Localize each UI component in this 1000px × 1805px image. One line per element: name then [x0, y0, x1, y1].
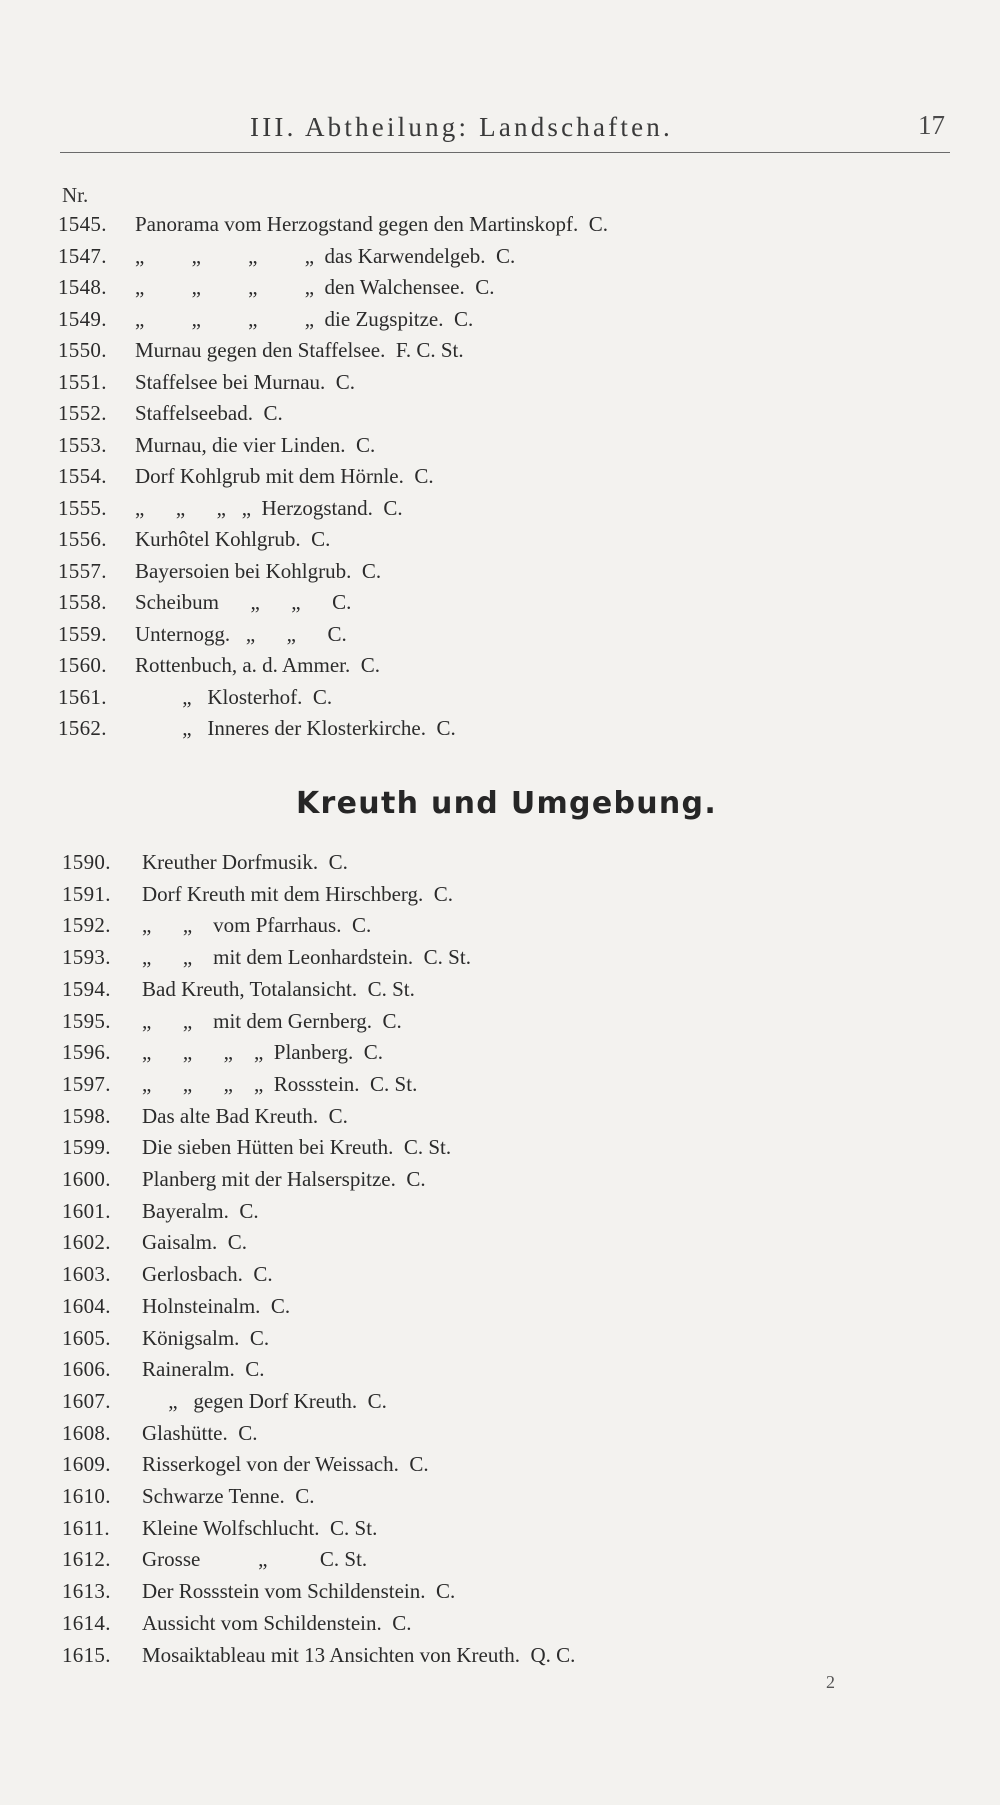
- entry-number: 1558.: [58, 590, 107, 614]
- entry-number: 1547.: [58, 243, 107, 268]
- list-item: [62, 1357, 962, 1387]
- entry-title: „ Inneres der Klosterkirche. C.: [135, 716, 456, 740]
- entry-number: 1597.: [62, 1071, 111, 1096]
- list-item: [58, 401, 958, 431]
- entry-number: 1592.: [62, 913, 111, 938]
- list-item: [58, 212, 958, 242]
- entry-number: 1548.: [58, 275, 107, 299]
- entry-number: 1595.: [62, 1008, 111, 1033]
- entry-number: 1602.: [62, 1230, 111, 1255]
- list-item: [62, 1326, 962, 1356]
- entry-number: 1596.: [62, 1040, 111, 1065]
- list-item: [62, 1199, 962, 1229]
- entry-title: Staffelseebad. C.: [135, 401, 283, 425]
- entry-number: 1603.: [62, 1262, 111, 1287]
- list-item: [62, 1421, 962, 1451]
- entry-title: „ Klosterhof. C.: [135, 684, 333, 709]
- list-item: [62, 882, 962, 912]
- list-item: [62, 1484, 962, 1514]
- entry-title: Die sieben Hütten bei Kreuth. C. St.: [142, 1135, 452, 1160]
- list-item: [62, 1579, 962, 1609]
- entry-number: 1593.: [62, 945, 111, 970]
- list-item: [62, 1547, 962, 1577]
- entry-title: Grosse „ C. St.: [142, 1547, 368, 1572]
- entry-title: Aussicht vom Schildenstein. C.: [142, 1610, 412, 1635]
- entry-number: 1612.: [62, 1547, 111, 1572]
- entry-number: 1559.: [58, 621, 107, 646]
- entry-number: 1555.: [58, 495, 107, 520]
- entry-title: Bad Kreuth, Totalansicht. C. St.: [142, 976, 415, 1001]
- list-item: [58, 685, 958, 715]
- entry-number: 1600.: [62, 1167, 111, 1191]
- header-rule: [60, 152, 950, 153]
- entry-title: Gaisalm. C.: [142, 1230, 247, 1255]
- entry-title: „ „ „ „ den Walchensee. C.: [135, 275, 495, 299]
- column-label: Nr.: [62, 183, 89, 207]
- entry-title: „ „ „ „ Rossstein. C. St.: [142, 1071, 418, 1096]
- entry-title: Schwarze Tenne. C.: [142, 1484, 315, 1508]
- list-item: [58, 590, 958, 620]
- section-heading: Kreuth und Umgebung.: [296, 786, 718, 821]
- list-item: [62, 1389, 962, 1419]
- entry-title: Königsalm. C.: [142, 1325, 270, 1350]
- list-item: [58, 338, 958, 368]
- entry-title: Planberg mit der Halserspitze. C.: [142, 1167, 426, 1191]
- entry-title: Mosaiktableau mit 13 Ansichten von Kreuth. Q. C.: [142, 1642, 576, 1667]
- list-item: [58, 464, 958, 494]
- entry-title: Scheibum „ „ C.: [135, 590, 352, 614]
- entry-title: „ „ vom Pfarrhaus. C.: [142, 913, 372, 938]
- list-item: [62, 977, 962, 1007]
- list-item: [62, 1294, 962, 1324]
- list-item: [62, 1643, 962, 1673]
- entry-number: 1591.: [62, 881, 111, 906]
- entry-title: Kleine Wolfschlucht. C. St.: [142, 1515, 378, 1540]
- list-item: [58, 244, 958, 274]
- entry-number: 1605.: [62, 1325, 111, 1350]
- entry-title: Bayersoien bei Kohlgrub. C.: [135, 558, 382, 583]
- entry-title: Gerlosbach. C.: [142, 1262, 273, 1287]
- entry-number: 1608.: [62, 1420, 111, 1445]
- entry-number: 1562.: [58, 716, 107, 740]
- list-item: [62, 1040, 962, 1070]
- entry-number: 1610.: [62, 1484, 111, 1508]
- entry-title: Panorama vom Herzogstand gegen den Martinskopf. C.: [135, 212, 608, 236]
- list-item: [58, 622, 958, 652]
- list-item: [58, 433, 958, 463]
- running-head: III. Abtheilung: Landschaften.: [250, 112, 673, 142]
- list-item: [62, 1516, 962, 1546]
- list-item: [62, 1452, 962, 1482]
- entry-number: 1554.: [58, 464, 107, 488]
- entry-title: Bayeralm. C.: [142, 1198, 259, 1223]
- signature-mark: 2: [826, 1672, 835, 1692]
- list-item: [58, 370, 958, 400]
- entry-title: „ gegen Dorf Kreuth. C.: [142, 1388, 387, 1413]
- entry-title: „ „ „ „ das Karwendelgeb. C.: [135, 243, 516, 268]
- entry-number: 1551.: [58, 369, 107, 394]
- list-item: [58, 496, 958, 526]
- entry-title: Glashütte. C.: [142, 1420, 258, 1445]
- list-item: [58, 653, 958, 683]
- list-item: [62, 1262, 962, 1292]
- entry-number: 1557.: [58, 558, 107, 583]
- entry-number: 1552.: [58, 401, 107, 425]
- entry-title: „ „ mit dem Gernberg. C.: [142, 1008, 402, 1033]
- entry-title: Dorf Kohlgrub mit dem Hörnle. C.: [135, 464, 434, 488]
- entry-title: Holnsteinalm. C.: [142, 1293, 291, 1318]
- entry-number: 1613.: [62, 1579, 111, 1604]
- entry-title: Kreuther Dorfmusik. C.: [142, 850, 348, 874]
- entry-number: 1609.: [62, 1452, 111, 1477]
- entry-title: Rottenbuch, a. d. Ammer. C.: [135, 653, 380, 677]
- entry-number: 1545.: [58, 212, 107, 236]
- entry-title: „ „ mit dem Leonhardstein. C. St.: [142, 945, 471, 970]
- entry-number: 1556.: [58, 527, 107, 551]
- entry-number: 1553.: [58, 432, 107, 457]
- entry-number: 1611.: [62, 1515, 110, 1540]
- entry-title: Dorf Kreuth mit dem Hirschberg. C.: [142, 881, 454, 906]
- list-item: [58, 307, 958, 337]
- entry-number: 1550.: [58, 338, 107, 362]
- entry-number: 1549.: [58, 306, 107, 331]
- entry-title: Risserkogel von der Weissach. C.: [142, 1452, 429, 1477]
- entry-number: 1594.: [62, 976, 111, 1001]
- list-item: [58, 559, 958, 589]
- list-item: [62, 1135, 962, 1165]
- list-item: [62, 1104, 962, 1134]
- entry-number: 1607.: [62, 1388, 111, 1413]
- list-item: [62, 945, 962, 975]
- entry-title: Raineralm. C.: [142, 1357, 265, 1382]
- entry-title: Kurhôtel Kohlgrub. C.: [135, 527, 331, 551]
- list-item: [62, 1167, 962, 1197]
- list-item: [58, 716, 958, 746]
- entry-number: 1598.: [62, 1103, 111, 1128]
- entry-title: „ „ „ „ Planberg. C.: [142, 1040, 384, 1065]
- entry-number: 1606.: [62, 1357, 111, 1382]
- list-item: [62, 1072, 962, 1102]
- list-item: [62, 1611, 962, 1641]
- entry-number: 1615.: [62, 1642, 111, 1667]
- list-item: [58, 275, 958, 305]
- entry-title: Der Rossstein vom Schildenstein. C.: [142, 1579, 456, 1604]
- list-item: [62, 1230, 962, 1260]
- entry-number: 1590.: [62, 850, 111, 874]
- entry-title: „ „ „ „ die Zugspitze. C.: [135, 306, 474, 331]
- entry-title: Unternogg. „ „ C.: [135, 621, 347, 646]
- entry-title: Staffelsee bei Murnau. C.: [135, 369, 356, 394]
- list-item: [62, 850, 962, 880]
- entry-number: 1561.: [58, 684, 107, 709]
- entry-title: Murnau, die vier Linden. C.: [135, 432, 376, 457]
- list-item: [62, 1009, 962, 1039]
- entry-title: „ „ „ „ Herzogstand. C.: [135, 495, 403, 520]
- entry-number: 1604.: [62, 1293, 111, 1318]
- entry-title: Das alte Bad Kreuth. C.: [142, 1103, 348, 1128]
- entry-number: 1599.: [62, 1135, 111, 1160]
- entry-number: 1601.: [62, 1198, 111, 1223]
- entry-number: 1560.: [58, 653, 107, 677]
- page-number: 17: [918, 110, 945, 140]
- list-item: [58, 527, 958, 557]
- list-item: [62, 913, 962, 943]
- entry-number: 1614.: [62, 1610, 111, 1635]
- entry-title: Murnau gegen den Staffelsee. F. C. St.: [135, 338, 464, 362]
